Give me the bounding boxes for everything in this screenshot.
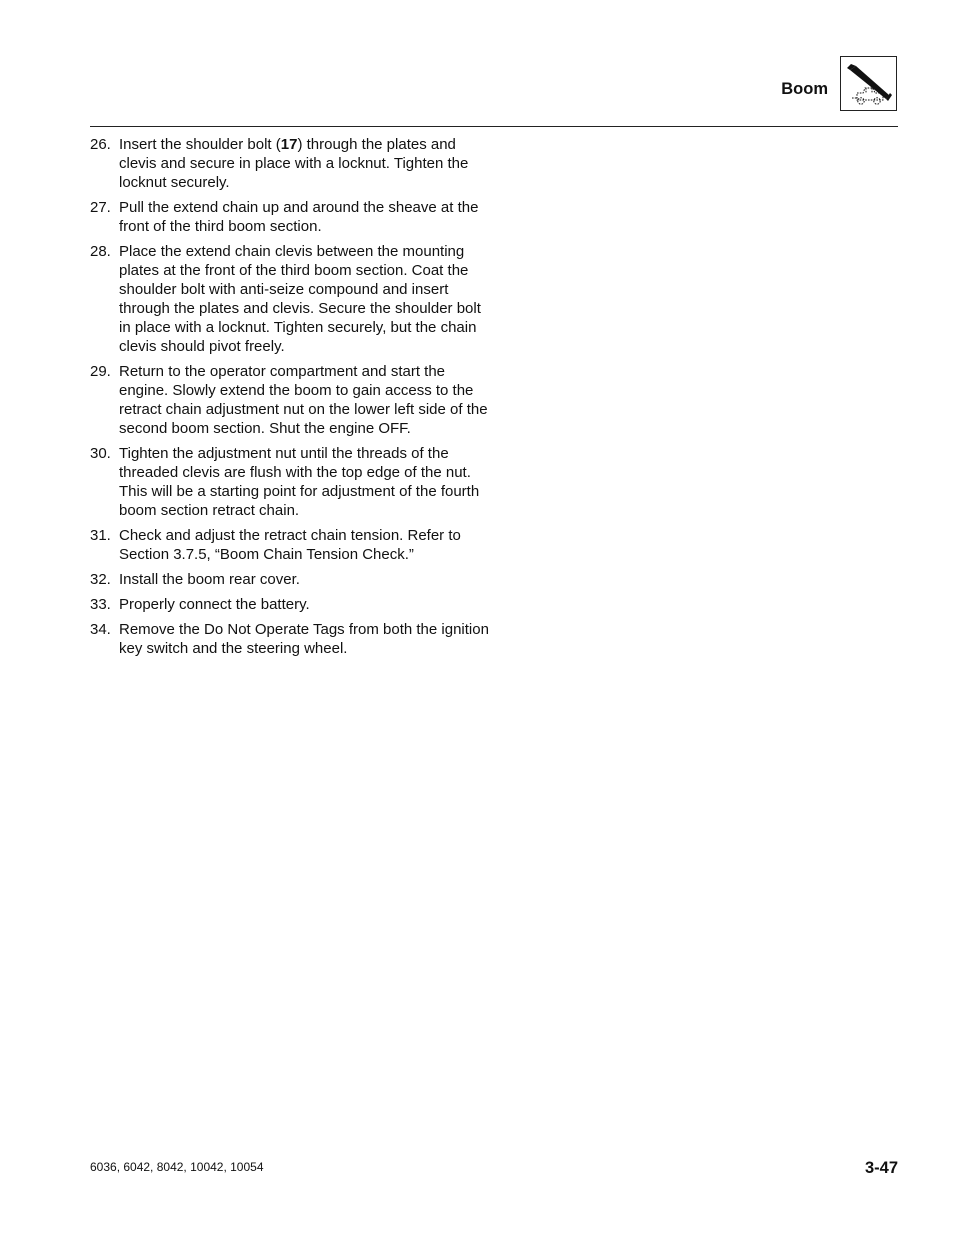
step-number: 29. (90, 363, 111, 380)
step-26 (90, 135, 490, 192)
step-27 (90, 198, 490, 236)
step-28 (90, 242, 490, 356)
step-text-part: Insert the shoulder bolt ( (119, 136, 281, 153)
page-number: 3-47 (864, 1159, 898, 1177)
step-number: 33. (90, 596, 111, 613)
step-29 (90, 362, 490, 438)
step-text: Check and adjust the retract chain tension. Refer to Section 3.7.5, “Boom Chain Tension Check.” (119, 527, 461, 563)
step-33 (90, 595, 490, 614)
step-text: Place the extend chain clevis between the mounting plates at the front of the third boom section. Coat the shoulder bolt with anti-seize compound and insert through the plates and clevis. Secure the shoulder bolt in place with a locknut. Tighten securely, but the chain clevis should pivot freely. (119, 243, 481, 355)
step-number: 32. (90, 571, 111, 588)
step-32 (90, 570, 490, 589)
step-text: Install the boom rear cover. (119, 571, 300, 588)
step-text: Return to the operator compartment and start the engine. Slowly extend the boom to gain access to the retract chain adjustment nut on the lower left side of the second boom section. Shut the engine OFF. (119, 363, 488, 437)
step-30 (90, 444, 490, 520)
step-number: 34. (90, 621, 111, 638)
section-title: Boom (781, 80, 828, 98)
step-34 (90, 620, 490, 658)
step-text: Remove the Do Not Operate Tags from both the ignition key switch and the steering wheel. (119, 621, 489, 657)
header-divider (90, 126, 898, 127)
step-number: 27. (90, 199, 111, 216)
step-text (119, 135, 490, 192)
step-number: 31. (90, 527, 111, 544)
step-text: Tighten the adjustment nut until the threads of the threaded clevis are flush with the top edge of the nut. This will be a starting point for adjustment of the fourth boom section retract chain. (119, 445, 480, 519)
procedure-steps (90, 135, 490, 664)
step-text: Properly connect the battery. (119, 596, 310, 613)
callout-reference: 17 (280, 136, 298, 153)
step-31 (90, 526, 490, 564)
step-text-part: ) through the plates and clevis and secure in place with a locknut. Tighten the locknut securely. (119, 136, 469, 191)
step-number: 30. (90, 445, 111, 462)
step-number: 28. (90, 243, 111, 260)
step-text: Pull the extend chain up and around the sheave at the front of the third boom section. (119, 199, 479, 235)
footer-model-numbers: 6036, 6042, 8042, 10042, 10054 (90, 1160, 264, 1174)
step-number: 26. (90, 136, 111, 153)
boom-telehandler-icon (840, 56, 897, 111)
